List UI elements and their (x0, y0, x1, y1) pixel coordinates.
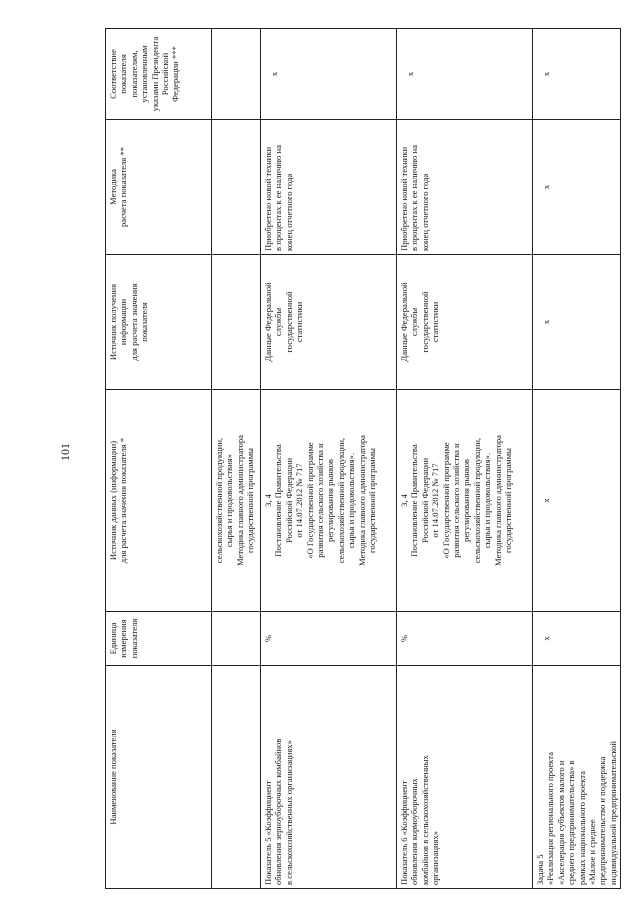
cell-info-source: Данные Федеральной службы государственной статистики (261, 255, 397, 390)
cell-unit (212, 612, 261, 666)
cell-methodology (212, 120, 261, 255)
indicators-table (105, 28, 621, 889)
cell-unit: x (533, 612, 621, 666)
table-row (212, 29, 261, 889)
table-row (533, 29, 621, 889)
cell-data-source: 3, 4 Постановление Правительства Российской Федерации от 14.07.2012 № 717 «О Государственной программе развития сельского хозяйства и регулирования рынков сельскохозяйственной продукции, сырья и продовольствия». Методика главного администратора государственной программы (397, 390, 533, 612)
cell-unit: % (397, 612, 533, 666)
cell-data-source: x (533, 390, 621, 612)
header-info-source: Источник получения информации для расчета значения показателя (106, 255, 212, 390)
cell-methodology: Приобретено новой техники в процентах к ее наличию на конец отчетного года (261, 120, 397, 255)
header-indicator-name: Наименование показателя (106, 666, 212, 889)
cell-data-source: сельскохозяйственной продукции, сырья и продовольствия» Методика главного администратора государственной программы (212, 390, 261, 612)
cell-name (212, 666, 261, 889)
cell-decree (212, 29, 261, 120)
header-decree-correspondence: Соответствие показателя показателям, установленным указами Президента Российской Федерации *** (106, 29, 212, 120)
cell-info-source (212, 255, 261, 390)
cell-data-source: 3, 4 Постановление Правительства Российской Федерации от 14.07.2012 № 717 «О Государственной программе развития сельского хозяйства и регулирования рынков сельскохозяйственной продукции, сырья и продовольствия». Методика главного администратора государственной программы (261, 390, 397, 612)
cell-methodology: Приобретено новой техники в процентах к ее наличию на конец отчетного года (397, 120, 533, 255)
cell-unit: % (261, 612, 397, 666)
cell-name: Задача 5 «Реализация регионального проекта «Акселерация субъектов малого и среднего предпринимательства» в рамках национального проекта «Малое и среднее предпринимательство и поддержка индивидуальной предпринимательской (533, 666, 621, 889)
cell-methodology: x (533, 120, 621, 255)
cell-decree: x (397, 29, 533, 120)
cell-decree: x (533, 29, 621, 120)
page-number: 101 (58, 443, 72, 461)
header-unit: Единица измерения показателя (106, 612, 212, 666)
cell-info-source: x (533, 255, 621, 390)
table-header-row (106, 29, 212, 889)
table-row (261, 29, 397, 889)
header-data-source: Источник данных (информации) для расчета значения показателя * (106, 390, 212, 612)
cell-decree: x (261, 29, 397, 120)
table-row (397, 29, 533, 889)
cell-info-source: Данные Федеральной службы государственной статистики (397, 255, 533, 390)
header-methodology: Методика расчета показателя ** (106, 120, 212, 255)
indicator-table-rotated (105, 29, 617, 889)
cell-name: Показатель 6 «Коэффициент обновления кормоуборочных комбайнов в сельскохозяйственных организациях» (397, 666, 533, 889)
cell-name: Показатель 5 «Коэффициент обновления зерноуборочных комбайнов в сельскохозяйственных организациях» (261, 666, 397, 889)
